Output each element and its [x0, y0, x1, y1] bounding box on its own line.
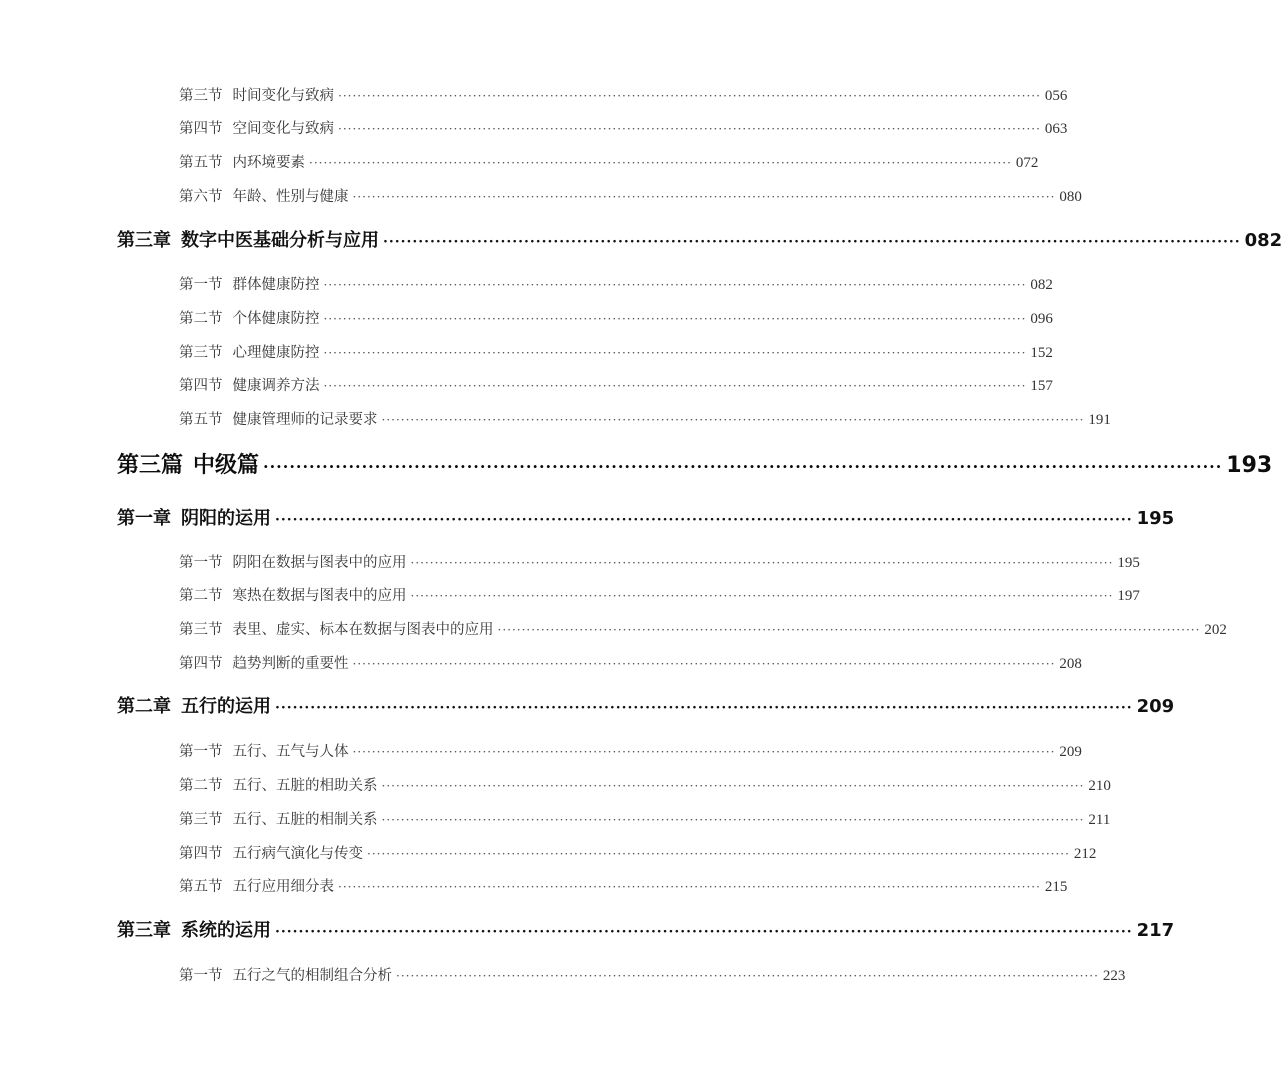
dot-leader: ·················································································································································· — [275, 924, 1133, 940]
toc-section-entry[interactable] — [179, 808, 1111, 829]
dot-leader: ·················································································································································· — [410, 589, 1114, 603]
toc-entry-title: 五行、五脏的相助关系 — [232, 778, 378, 794]
toc-section-entry[interactable] — [179, 341, 1053, 362]
toc-section-entry[interactable] — [179, 774, 1111, 795]
dot-leader: ·················································································································································· — [338, 880, 1041, 894]
toc-entry-page: 197 — [1117, 588, 1140, 604]
toc-section-entry[interactable] — [179, 740, 1082, 761]
dot-leader: ·················································································································································· — [323, 312, 1027, 326]
toc-entry-label: 第一节 — [179, 968, 223, 984]
toc-entry-title: 五行的运用 — [181, 696, 271, 717]
toc-entry-page: 215 — [1044, 879, 1068, 895]
toc-entry-label: 第三节 — [179, 812, 223, 828]
dot-leader: ·················································································································································· — [352, 657, 1056, 671]
toc-section-entry[interactable] — [179, 273, 1053, 294]
toc-entry-title: 寒热在数据与图表中的应用 — [232, 588, 407, 604]
dot-leader: ·················································································································································· — [323, 379, 1027, 393]
toc-section-entry[interactable] — [179, 307, 1053, 328]
dot-leader: ·················································································································································· — [396, 969, 1099, 983]
dot-leader: ·················································································································································· — [323, 346, 1027, 360]
toc-entry-title: 数字中医基础分析与应用 — [181, 230, 379, 251]
toc-entry-page: 195 — [1117, 555, 1140, 571]
dot-leader: ·················································································································································· — [352, 745, 1056, 759]
toc-entry-page: 212 — [1073, 846, 1097, 862]
toc-entry-title: 中级篇 — [193, 452, 260, 478]
toc-entry-page: 080 — [1059, 189, 1082, 205]
toc-entry-page: 096 — [1030, 311, 1053, 327]
dot-leader: ·················································································································································· — [338, 89, 1041, 103]
toc-entry-label: 第四节 — [179, 656, 223, 672]
toc-entry-title: 五行病气演化与传变 — [232, 846, 363, 862]
toc-entry-page: 211 — [1088, 812, 1111, 828]
toc-entry-title: 系统的运用 — [181, 920, 271, 941]
toc-section-entry[interactable] — [179, 584, 1140, 605]
toc-section-entry[interactable] — [179, 151, 1039, 172]
toc-entry-label: 第五节 — [179, 155, 223, 171]
toc-section-entry[interactable] — [179, 84, 1068, 105]
toc-entry-page: 195 — [1136, 508, 1175, 529]
toc-entry-label: 第二节 — [179, 588, 223, 604]
toc-entry-page: 209 — [1059, 744, 1082, 760]
toc-entry-page: 152 — [1030, 345, 1053, 361]
dot-leader: ·················································································································································· — [410, 556, 1114, 570]
dot-leader: ·················································································································································· — [352, 190, 1056, 204]
toc-entry-title: 时间变化与致病 — [232, 88, 334, 104]
dot-leader: ·················································································································································· — [367, 847, 1070, 861]
dot-leader: ·················································································································································· — [381, 813, 1085, 827]
toc-entry-label: 第三节 — [179, 345, 223, 361]
toc-entry-title: 健康调养方法 — [232, 378, 320, 394]
toc-entry-label: 第五节 — [179, 879, 223, 895]
toc-section-entry[interactable] — [179, 551, 1140, 572]
toc-section-entry[interactable] — [179, 618, 1227, 639]
dot-leader: ·················································································································································· — [309, 156, 1012, 170]
toc-section-entry[interactable] — [179, 374, 1053, 395]
toc-entry-title: 群体健康防控 — [232, 277, 320, 293]
toc-entry-label: 第二节 — [179, 778, 223, 794]
toc-section-entry[interactable] — [179, 875, 1068, 896]
toc-entry-label: 第四节 — [179, 121, 223, 137]
toc-entry-label: 第二章 — [117, 696, 171, 717]
toc-entry-label: 第三章 — [117, 230, 171, 251]
toc-section-entry[interactable] — [179, 964, 1126, 985]
toc-entry-page: 202 — [1204, 622, 1227, 638]
toc-entry-label: 第四节 — [179, 378, 223, 394]
toc-section-entry[interactable] — [179, 842, 1097, 863]
toc-entry-title: 年龄、性别与健康 — [232, 189, 349, 205]
toc-entry-title: 五行、五脏的相制关系 — [232, 812, 378, 828]
toc-entry-page: 056 — [1044, 88, 1068, 104]
toc-entry-title: 五行、五气与人体 — [232, 744, 349, 760]
dot-leader: ·················································································································································· — [275, 700, 1133, 716]
dot-leader: ·················································································································································· — [263, 457, 1223, 476]
dot-leader: ·················································································································································· — [275, 512, 1133, 528]
dot-leader: ·················································································································································· — [381, 413, 1085, 427]
toc-part-entry[interactable] — [117, 448, 1273, 479]
toc-entry-title: 内环境要素 — [232, 155, 305, 171]
toc-section-entry[interactable] — [179, 117, 1068, 138]
dot-leader: ·················································································································································· — [381, 779, 1085, 793]
toc-entry-label: 第三节 — [179, 622, 223, 638]
toc-entry-title: 空间变化与致病 — [232, 121, 334, 137]
toc-entry-title: 阴阳在数据与图表中的应用 — [232, 555, 407, 571]
toc-entry-page: 063 — [1044, 121, 1068, 137]
toc-entry-label: 第三篇 — [117, 452, 184, 478]
toc-section-entry[interactable] — [179, 185, 1082, 206]
toc-section-entry[interactable] — [179, 652, 1082, 673]
toc-entry-title: 趋势判断的重要性 — [232, 656, 349, 672]
toc-entry-label: 第二节 — [179, 311, 223, 327]
toc-entry-title: 五行之气的相制组合分析 — [232, 968, 392, 984]
dot-leader: ·················································································································································· — [497, 623, 1201, 637]
toc-entry-page: 223 — [1102, 968, 1126, 984]
toc-entry-label: 第一节 — [179, 277, 223, 293]
toc-entry-title: 表里、虚实、标本在数据与图表中的应用 — [232, 622, 494, 638]
toc-entry-label: 第三节 — [179, 88, 223, 104]
toc-entry-title: 心理健康防控 — [232, 345, 320, 361]
toc-entry-title: 个体健康防控 — [232, 311, 320, 327]
toc-entry-label: 第一节 — [179, 744, 223, 760]
toc-entry-page: 210 — [1088, 778, 1111, 794]
toc-section-entry[interactable] — [179, 408, 1111, 429]
toc-entry-label: 第六节 — [179, 189, 223, 205]
toc-entry-page: 217 — [1136, 920, 1175, 941]
toc-entry-title: 阴阳的运用 — [181, 508, 271, 529]
toc-entry-title: 健康管理师的记录要求 — [232, 412, 378, 428]
toc-entry-page: 209 — [1136, 696, 1175, 717]
toc-entry-title: 五行应用细分表 — [232, 879, 334, 895]
toc-entry-page: 072 — [1015, 155, 1039, 171]
toc-chapter-entry[interactable] — [117, 226, 1282, 252]
toc-entry-label: 第三章 — [117, 920, 171, 941]
dot-leader: ·················································································································································· — [338, 122, 1041, 136]
toc-entry-page: 191 — [1088, 412, 1111, 428]
toc-entry-label: 第一章 — [117, 508, 171, 529]
toc-entry-page: 193 — [1226, 453, 1273, 478]
toc-entry-label: 第一节 — [179, 555, 223, 571]
dot-leader: ·················································································································································· — [383, 234, 1241, 250]
toc-chapter-entry[interactable] — [117, 916, 1175, 942]
toc-chapter-entry[interactable] — [117, 504, 1175, 530]
toc-entry-page: 082 — [1030, 277, 1053, 293]
toc-entry-label: 第五节 — [179, 412, 223, 428]
toc-chapter-entry[interactable] — [117, 692, 1175, 718]
dot-leader: ·················································································································································· — [323, 278, 1027, 292]
toc-entry-page: 157 — [1030, 378, 1053, 394]
toc-entry-page: 208 — [1059, 656, 1082, 672]
toc-entry-page: 082 — [1244, 230, 1282, 251]
toc-entry-label: 第四节 — [179, 846, 223, 862]
